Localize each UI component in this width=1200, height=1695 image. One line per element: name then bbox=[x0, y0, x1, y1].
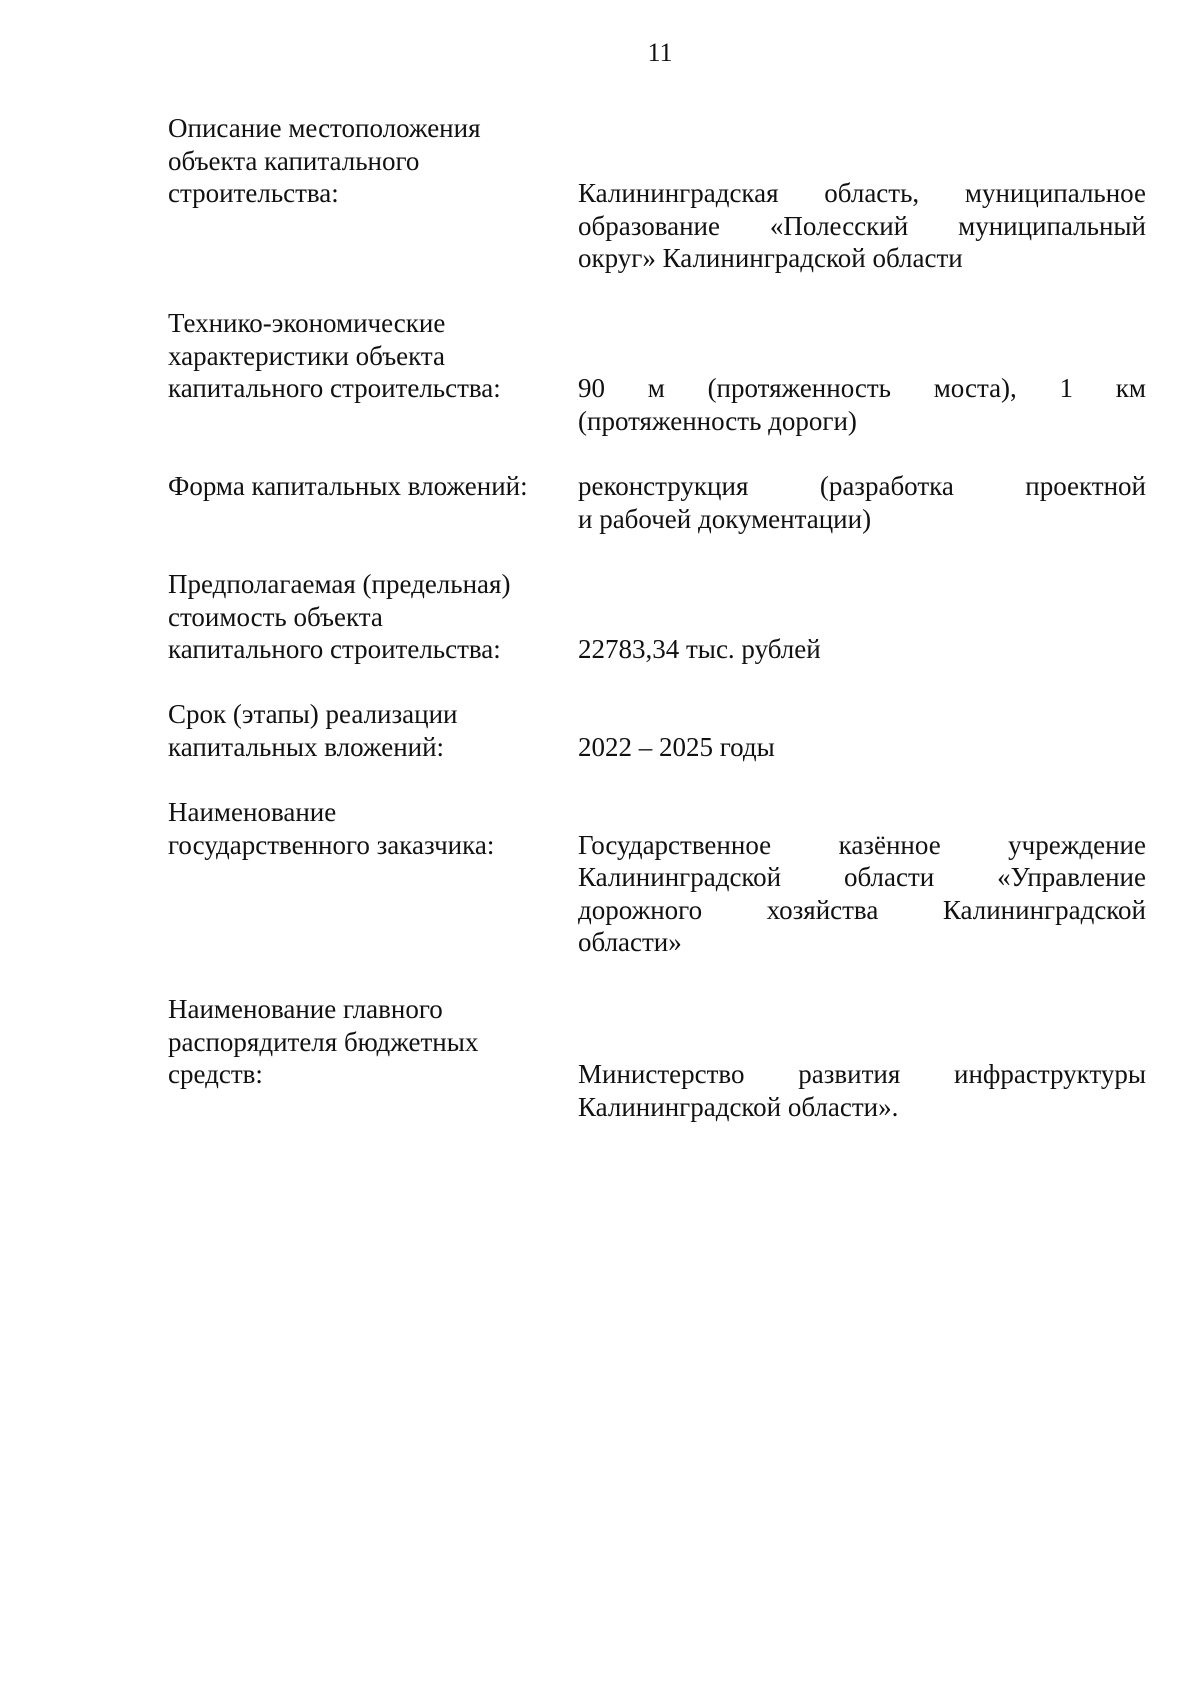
field-location bbox=[168, 112, 1146, 272]
field-budget-administrator bbox=[168, 993, 1146, 1133]
field-state-customer-value bbox=[578, 829, 1146, 959]
value-line: (протяженность дороги) bbox=[578, 405, 857, 436]
field-estimated-cost-label: Предполагаемая (предельная) стоимость объекта капитального строительства: bbox=[168, 569, 511, 664]
field-investment-form bbox=[168, 470, 1146, 540]
field-period-label: Срок (этапы) реализации капитальных вложений: bbox=[168, 699, 458, 762]
value-line: образование «Полесский муниципальный bbox=[578, 210, 1146, 241]
field-budget-administrator-label: Наименование главного распорядителя бюджетных средств: bbox=[168, 994, 479, 1089]
field-state-customer-label: Наименование государственного заказчика: bbox=[168, 797, 495, 860]
field-characteristics-value bbox=[578, 372, 1146, 437]
field-state-customer bbox=[168, 796, 1146, 966]
field-budget-administrator-value bbox=[578, 1058, 1146, 1123]
field-estimated-cost bbox=[168, 568, 1146, 668]
field-period-value bbox=[578, 731, 1146, 764]
value-line: Государственное казённое учреждение bbox=[578, 829, 1146, 860]
field-location-label: Описание местоположения объекта капитального строительства: bbox=[168, 113, 481, 208]
field-location-value bbox=[578, 177, 1146, 275]
value-line: Калининградской области». bbox=[578, 1091, 899, 1122]
value-line: области» bbox=[578, 927, 682, 957]
field-characteristics-label: Технико-экономические характеристики объекта капитального строительства: bbox=[168, 308, 501, 403]
field-characteristics bbox=[168, 307, 1146, 437]
page-number: 11 bbox=[647, 38, 673, 67]
value-line: дорожного хозяйства Калининградской bbox=[578, 894, 1146, 925]
value-line: Калининградская область, муниципальное bbox=[578, 178, 1146, 208]
value-line: 2022 – 2025 годы bbox=[578, 731, 775, 762]
field-investment-form-value bbox=[578, 470, 1146, 535]
field-estimated-cost-value bbox=[578, 633, 1146, 666]
field-investment-form-label: Форма капитальных вложений: bbox=[168, 471, 528, 501]
value-line: реконструкция (разработка проектной bbox=[578, 471, 1146, 501]
value-line: 22783,34 тыс. рублей bbox=[578, 634, 821, 664]
value-line: 90 м (протяженность моста), 1 км bbox=[578, 373, 1146, 403]
value-line: округ» Калининградской области bbox=[578, 243, 963, 273]
field-period bbox=[168, 698, 1146, 768]
value-line: Министерство развития инфраструктуры bbox=[578, 1059, 1146, 1089]
value-line: Калининградской области «Управление bbox=[578, 862, 1146, 892]
value-line: и рабочей документации) bbox=[578, 503, 872, 534]
